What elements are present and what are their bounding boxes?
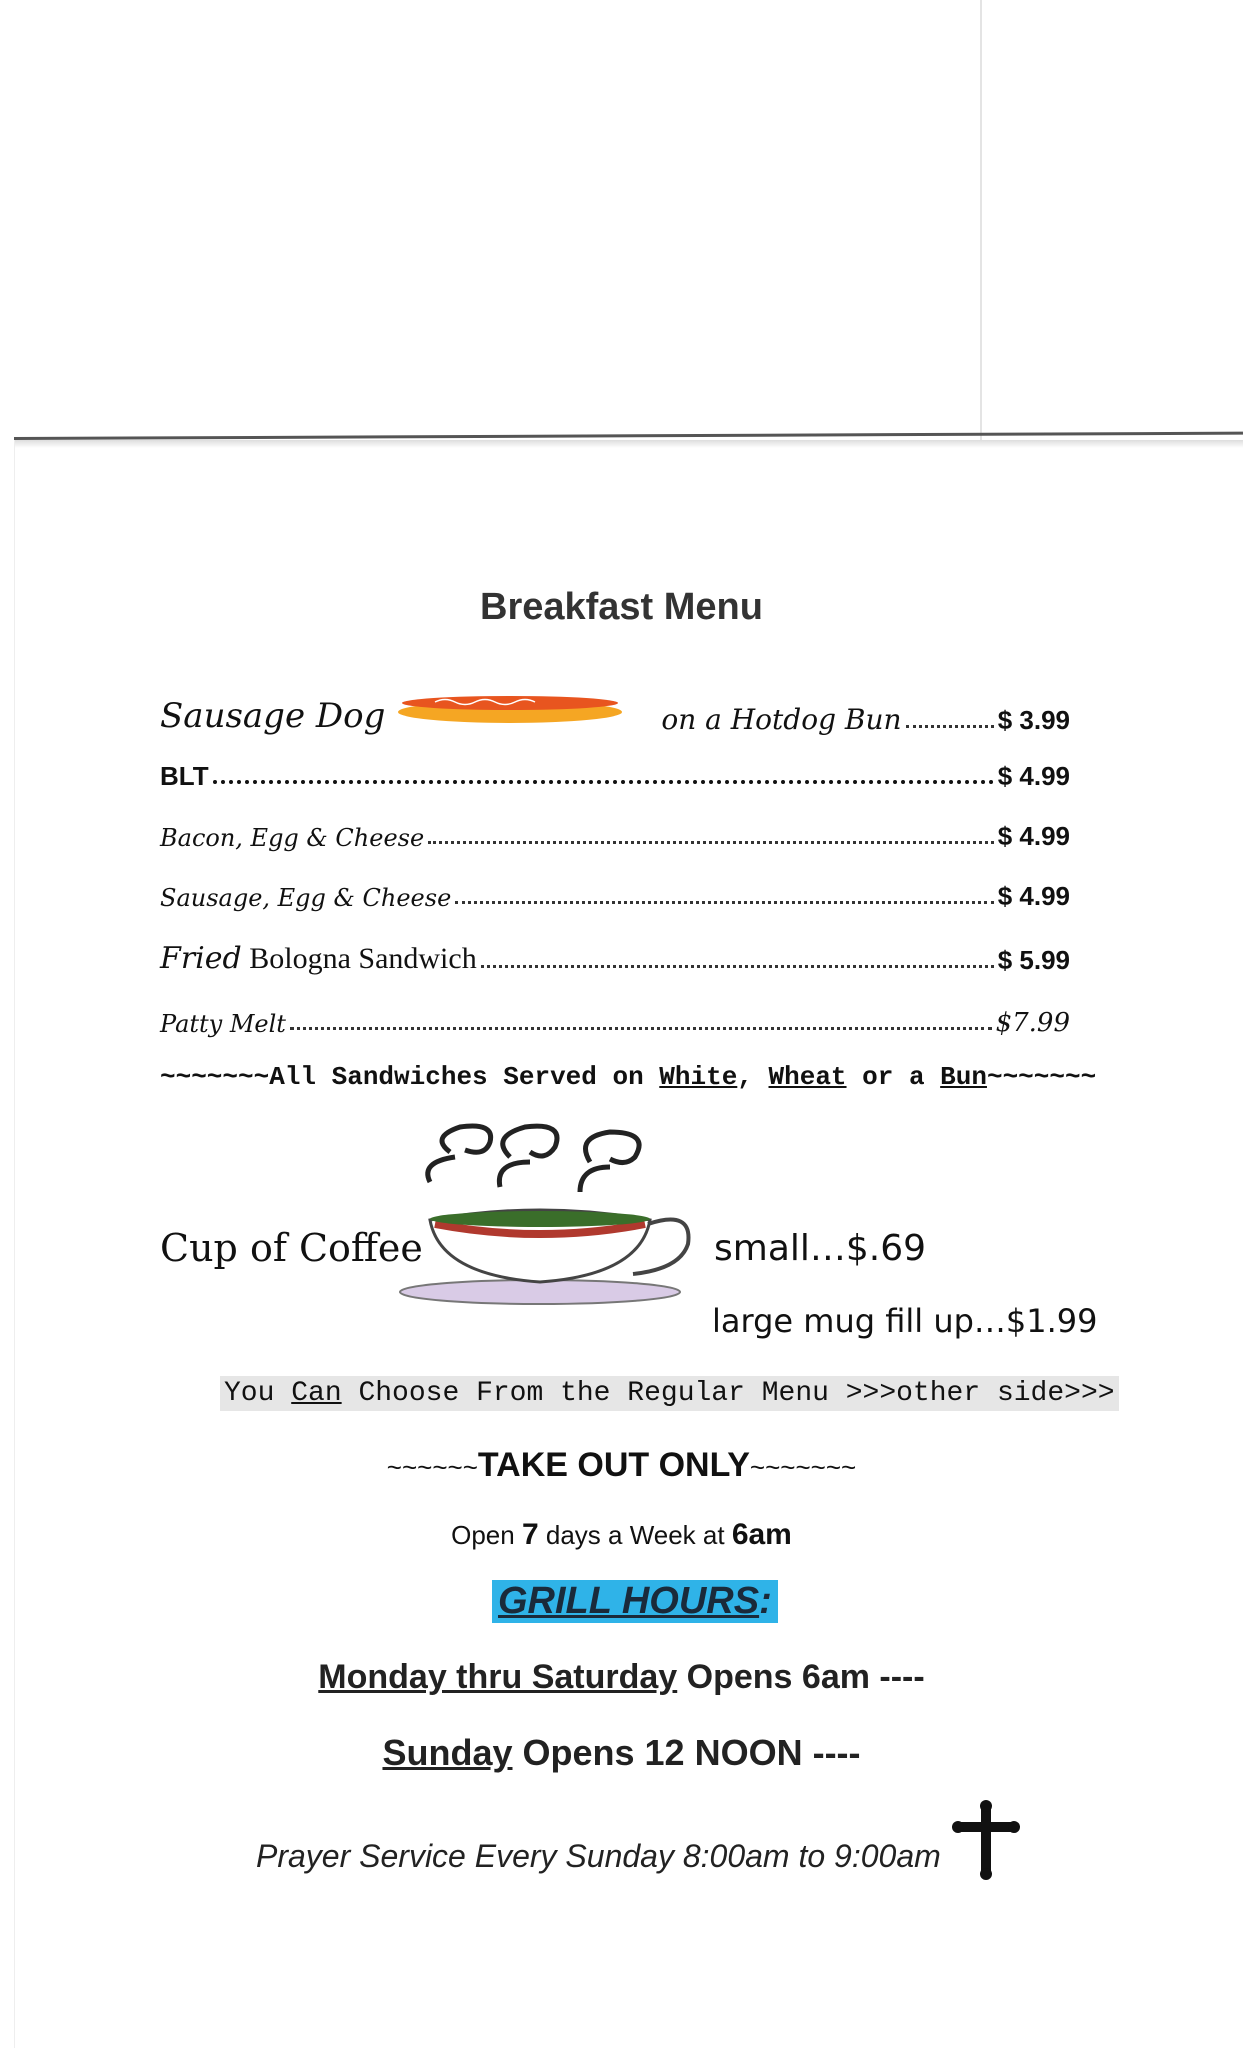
choose-can: Can — [291, 1378, 342, 1409]
bread-white: White — [659, 1062, 738, 1092]
cross-icon — [950, 1800, 1022, 1880]
coffee-large-price: large mug fill up…$1.99 — [712, 1302, 1098, 1340]
leader-dots — [428, 841, 994, 844]
leader-dots — [290, 1027, 992, 1030]
back-page — [0, 0, 982, 440]
item-name — [160, 941, 477, 976]
served-suffix: ~~~~~~~ — [986, 1062, 1097, 1092]
item-name: Sausage Dog — [160, 696, 386, 736]
open-num: 7 — [521, 1518, 539, 1551]
weekday-days: Monday thru Saturday — [318, 1658, 678, 1696]
back-page-right — [982, 0, 1243, 440]
coffee-small-price: small…$.69 — [714, 1228, 927, 1269]
item-name: Sausage, Egg & Cheese — [160, 884, 452, 912]
prayer-service: Prayer Service Every Sunday 8:00am to 9:00am — [256, 1838, 941, 1874]
leader-dots — [906, 725, 994, 728]
choose-post: Choose From the Regular Menu >>>other side>>> — [341, 1378, 1115, 1409]
sunday-day: Sunday — [382, 1732, 513, 1773]
item-name-rest: Bologna Sandwich — [241, 942, 477, 975]
item-suffix: on a Hotdog Bun — [661, 703, 902, 736]
regular-menu-note — [220, 1376, 1119, 1411]
item-price: $ 4.99 — [997, 821, 1070, 851]
menu-item-sausage-egg-cheese — [160, 872, 1070, 912]
item-name-italic: Fried — [160, 941, 242, 976]
item-price: $ 5.99 — [997, 945, 1070, 975]
item-name: Patty Melt — [160, 1010, 286, 1038]
item-name: Bacon, Egg & Cheese — [160, 824, 425, 852]
menu-item-fried-bologna — [160, 932, 1070, 976]
item-name: BLT — [160, 761, 209, 791]
hours-sunday — [0, 1732, 1243, 1774]
item-price: $ 3.99 — [997, 705, 1070, 735]
tilde-left: ~~~~~~ — [386, 1452, 478, 1482]
item-price: $7.99 — [995, 1008, 1070, 1038]
menu-title: Breakfast Menu — [480, 586, 763, 628]
sandwich-bread-note — [160, 1062, 1096, 1092]
open-pre: Open — [451, 1520, 522, 1550]
coffee-cup-icon — [390, 1112, 720, 1312]
served-prefix: ~~~~~~~All Sandwiches Served on — [160, 1062, 660, 1092]
leader-dots — [455, 901, 993, 904]
sunday-text: Opens 12 NOON ---- — [512, 1732, 861, 1773]
item-price: $ 4.99 — [997, 881, 1070, 911]
served-or: or a — [846, 1062, 941, 1092]
menu-item-blt — [160, 752, 1070, 792]
page-left-edge — [14, 440, 15, 2048]
leader-dots — [213, 780, 994, 784]
open-time: 6am — [731, 1518, 792, 1551]
open-days — [0, 1518, 1243, 1552]
menu-item-sausage-dog — [160, 680, 1070, 736]
menu-item-bacon-egg-cheese — [160, 812, 1070, 852]
bread-wheat: Wheat — [768, 1062, 847, 1092]
takeout-text: TAKE OUT ONLY — [477, 1446, 750, 1484]
weekday-text: Opens 6am ---- — [677, 1658, 925, 1696]
item-price: $ 4.99 — [997, 761, 1070, 791]
tilde-right: ~~~~~~~ — [749, 1452, 857, 1482]
served-comma: , — [737, 1062, 769, 1092]
menu-item-patty-melt — [160, 996, 1070, 1038]
bread-bun: Bun — [940, 1062, 987, 1092]
open-mid: days a Week at — [538, 1520, 732, 1550]
grill-colon: : — [759, 1580, 772, 1622]
grill-label: GRILL HOURS — [498, 1580, 760, 1622]
page-shadow — [14, 440, 1243, 448]
takeout-banner — [0, 1446, 1243, 1485]
choose-pre: You — [224, 1378, 292, 1409]
grill-hours-heading — [492, 1580, 778, 1623]
coffee-label: Cup of Coffee — [160, 1226, 423, 1270]
hotdog-icon — [395, 688, 625, 728]
leader-dots — [481, 965, 994, 968]
hours-weekday — [0, 1658, 1243, 1697]
